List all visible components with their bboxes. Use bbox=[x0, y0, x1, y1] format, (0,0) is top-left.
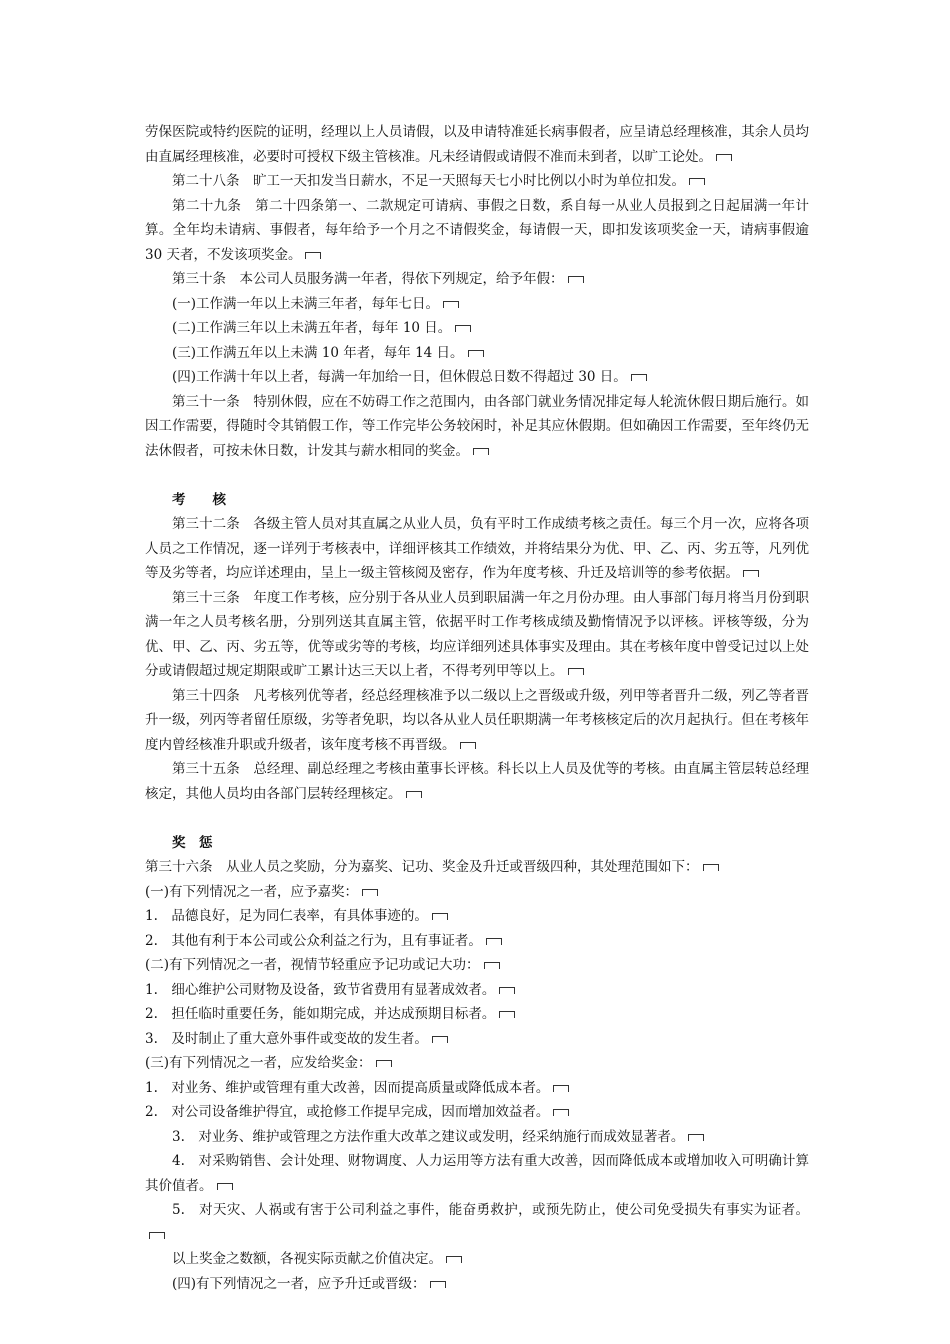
paragraph-mark-icon bbox=[553, 1085, 569, 1092]
assessment-article bbox=[145, 512, 809, 586]
paragraph-text: (三)工作满五年以上未满 10 年者，每年 14 日。 bbox=[172, 344, 464, 361]
paragraph-mark-icon bbox=[468, 350, 484, 357]
paragraph-text: (一)工作满一年以上未满三年者，每年七日。 bbox=[172, 295, 440, 312]
paragraph-mark-icon bbox=[486, 938, 502, 945]
assessment-block bbox=[145, 512, 809, 806]
section-heading-jiangcheng: 奖 惩 bbox=[172, 834, 213, 851]
reward-punishment-block bbox=[145, 855, 809, 1296]
paragraph-mark-icon bbox=[473, 448, 489, 455]
paragraph-mark-icon bbox=[305, 252, 321, 259]
paragraph-mark-icon bbox=[217, 1183, 233, 1190]
paragraph bbox=[145, 120, 809, 169]
paragraph-mark-icon bbox=[443, 301, 459, 308]
paragraph-mark-icon bbox=[484, 962, 500, 969]
reward-article-line bbox=[145, 1027, 809, 1052]
paragraph-text: 第三十五条 总经理、副总经理之考核由董事长评核。科长以上人员及优等的考核。由直属主管层转总经理核定，其他人员均由各部门层转经理核定。 bbox=[145, 761, 809, 802]
paragraph-text: 1. 品德良好，足为同仁表率，有具体事迹的。 bbox=[145, 908, 428, 924]
document-page bbox=[145, 120, 809, 1296]
paragraph-text: (四)有下列情况之一者，应予升迁或晋级： bbox=[172, 1275, 426, 1292]
paragraph-mark-icon bbox=[149, 1232, 165, 1239]
reward-article-line bbox=[145, 1125, 809, 1150]
paragraph-mark-icon bbox=[553, 1109, 569, 1116]
paragraph-mark-icon bbox=[362, 889, 378, 896]
paragraph-text: 2. 其他有利于本公司或公众利益之行为，且有事证者。 bbox=[145, 932, 482, 949]
paragraph-mark-icon bbox=[455, 325, 471, 332]
paragraph-text: (四)工作满十年以上者，每满一年加给一日，但休假总日数不得超过 30 日。 bbox=[172, 369, 627, 385]
paragraph-text: 3. 及时制止了重大意外事件或变故的发生者。 bbox=[145, 1030, 428, 1047]
paragraph-text: 第三十三条 年度工作考核，应分别于各从业人员到职届满一年之月份办理。由人事部门每月将当月份到职满一年之人员考核名册，分别列送其直属主管，依据平时工作考核成绩及勤惰情况予以评核。评核等级，分为优、甲、乙、丙、劣五等，优等或劣等的考核，均应详细列述具体事实及理由。其在考核年度中曾受记过以上处分或请假超过规定期限或旷工累计达三天以上者，不得考列甲等以上。 bbox=[145, 589, 809, 679]
reward-article-line bbox=[145, 904, 809, 929]
paragraph bbox=[145, 194, 809, 268]
assessment-article bbox=[145, 586, 809, 684]
paragraph-mark-icon bbox=[689, 178, 705, 185]
reward-article-line bbox=[145, 880, 809, 905]
paragraph-mark-icon bbox=[688, 1134, 704, 1141]
paragraph-mark-icon bbox=[376, 1060, 392, 1067]
paragraph-mark-icon bbox=[406, 791, 422, 798]
paragraph-text: (三)有下列情况之一者，应发给奖金： bbox=[145, 1055, 372, 1071]
reward-article-line bbox=[145, 1272, 809, 1297]
paragraph-mark-icon bbox=[499, 1011, 515, 1018]
reward-article-line bbox=[145, 953, 809, 978]
reward-article-line bbox=[145, 1149, 809, 1198]
reward-article-line bbox=[145, 1100, 809, 1125]
paragraph-mark-icon bbox=[499, 987, 515, 994]
reward-article-line bbox=[145, 1076, 809, 1101]
paragraph-mark-icon bbox=[432, 1036, 448, 1043]
assessment-article bbox=[145, 684, 809, 758]
paragraph bbox=[145, 316, 809, 341]
reward-article-line bbox=[145, 1051, 809, 1076]
paragraph-text: 2. 对公司设备维护得宜，或抢修工作提早完成，因而增加效益者。 bbox=[145, 1104, 550, 1120]
section-heading-kaohe: 考 核 bbox=[172, 491, 226, 508]
paragraph-mark-icon bbox=[743, 570, 759, 577]
paragraph bbox=[145, 365, 809, 390]
paragraph-text: 第三十四条 凡考核列优等者，经总经理核准予以二级以上之晋级或升级，列甲等者晋升二级，列乙等者晋升一级，列丙等者留任原级，劣等者免职，均以各从业人员任职期满一年考核核定后的次月起执行。但在考核年度内曾经核准升职或升级者，该年度考核不再晋级。 bbox=[145, 687, 809, 753]
paragraph bbox=[145, 390, 809, 464]
paragraph-text: 第三十二条 各级主管人员对其直属之从业人员，负有平时工作成绩考核之责任。每三个月一次，应将各项人员之工作情况，逐一详列于考核表中，详细评核其工作绩效，并将结果分为优、甲、乙、丙、劣五等，凡列优等及劣等者，均应详述理由，呈上一级主管核阅及密存，作为年度考核、升迁及培训等的参考依据。 bbox=[145, 516, 809, 581]
reward-article-line bbox=[145, 1247, 809, 1272]
paragraph-text: 以上奖金之数额，各视实际贡献之价值决定。 bbox=[172, 1251, 442, 1267]
paragraph-text: 第二十八条 旷工一天扣发当日薪水，不足一天照每天七小时比例以小时为单位扣发。 bbox=[172, 173, 685, 189]
paragraph-text: 第二十九条 第二十四条第一、二款规定可请病、事假之日数，系自每一从业人员报到之日起届满一年计算。全年均未请病、事假者，每年给予一个月之不请假奖金，每请假一天，即扣发该项奖金一天，请病事假逾 30 天者，不发该项奖金。 bbox=[145, 197, 809, 263]
paragraph-mark-icon bbox=[703, 864, 719, 871]
paragraph-mark-icon bbox=[430, 1281, 446, 1288]
paragraph-text: (二)工作满三年以上未满五年者，每年 10 日。 bbox=[172, 320, 452, 336]
paragraph bbox=[145, 292, 809, 317]
paragraph-text: 劳保医院或特约医院的证明，经理以上人员请假，以及申请特准延长病事假者，应呈请总经理核准，其余人员均由直属经理核准，必要时可授权下级主管核准。凡未经请假或请假不准而未到者，以旷工论处。 bbox=[145, 124, 809, 165]
paragraph-mark-icon bbox=[568, 276, 584, 283]
reward-article-line bbox=[145, 855, 809, 880]
paragraph bbox=[145, 341, 809, 366]
paragraph bbox=[145, 267, 809, 292]
paragraph-mark-icon bbox=[716, 154, 732, 161]
paragraph-text: (一)有下列情况之一者，应予嘉奖： bbox=[145, 883, 359, 900]
reward-article-line bbox=[145, 1002, 809, 1027]
paragraph-mark-icon bbox=[568, 668, 584, 675]
paragraph-mark-icon bbox=[631, 374, 647, 381]
paragraph-text: 第三十一条 特别休假，应在不妨碍工作之范围内，由各部门就业务情况排定每人轮流休假日期后施行。如因工作需要，得随时令其销假工作，等工作完毕公务较闲时，补足其应休假期。但如确因工作需要，至年终仍无法休假者，可按未休日数，计发其与薪水相同的奖金。 bbox=[145, 393, 809, 459]
reward-article-line bbox=[145, 978, 809, 1003]
paragraph-text: 第三十条 本公司人员服务满一年者，得依下列规定，给予年假： bbox=[172, 271, 564, 287]
leave-rules-block bbox=[145, 120, 809, 463]
paragraph-text: 5. 对天灾、人祸或有害于公司利益之事件，能奋勇救护，或预先防止，使公司免受损失有事实为证者。 bbox=[172, 1202, 809, 1218]
reward-article-line bbox=[145, 929, 809, 954]
paragraph-mark-icon bbox=[446, 1256, 462, 1263]
paragraph bbox=[145, 169, 809, 194]
paragraph-text: 3. 对业务、维护或管理之方法作重大改革之建议或发明，经采纳施行而成效显著者。 bbox=[172, 1128, 685, 1145]
paragraph-mark-icon bbox=[432, 913, 448, 920]
paragraph-text: (二)有下列情况之一者，视情节轻重应予记功或记大功： bbox=[145, 957, 480, 973]
paragraph-text: 2. 担任临时重要任务，能如期完成，并达成预期目标者。 bbox=[145, 1006, 496, 1022]
paragraph-text: 1. 细心维护公司财物及设备，致节省费用有显著成效者。 bbox=[145, 981, 496, 998]
paragraph-text: 1. 对业务、维护或管理有重大改善，因而提高质量或降低成本者。 bbox=[145, 1079, 550, 1096]
assessment-article bbox=[145, 757, 809, 806]
reward-article-line bbox=[145, 1198, 809, 1247]
paragraph-mark-icon bbox=[460, 742, 476, 749]
paragraph-text: 第三十六条 从业人员之奖励，分为嘉奖、记功、奖金及升迁或晋级四种，其处理范围如下： bbox=[145, 859, 699, 875]
paragraph-text: 4. 对采购销售、会计处理、财物调度、人力运用等方法有重大改善，因而降低成本或增加收入可明确计算其价值者。 bbox=[145, 1153, 809, 1194]
